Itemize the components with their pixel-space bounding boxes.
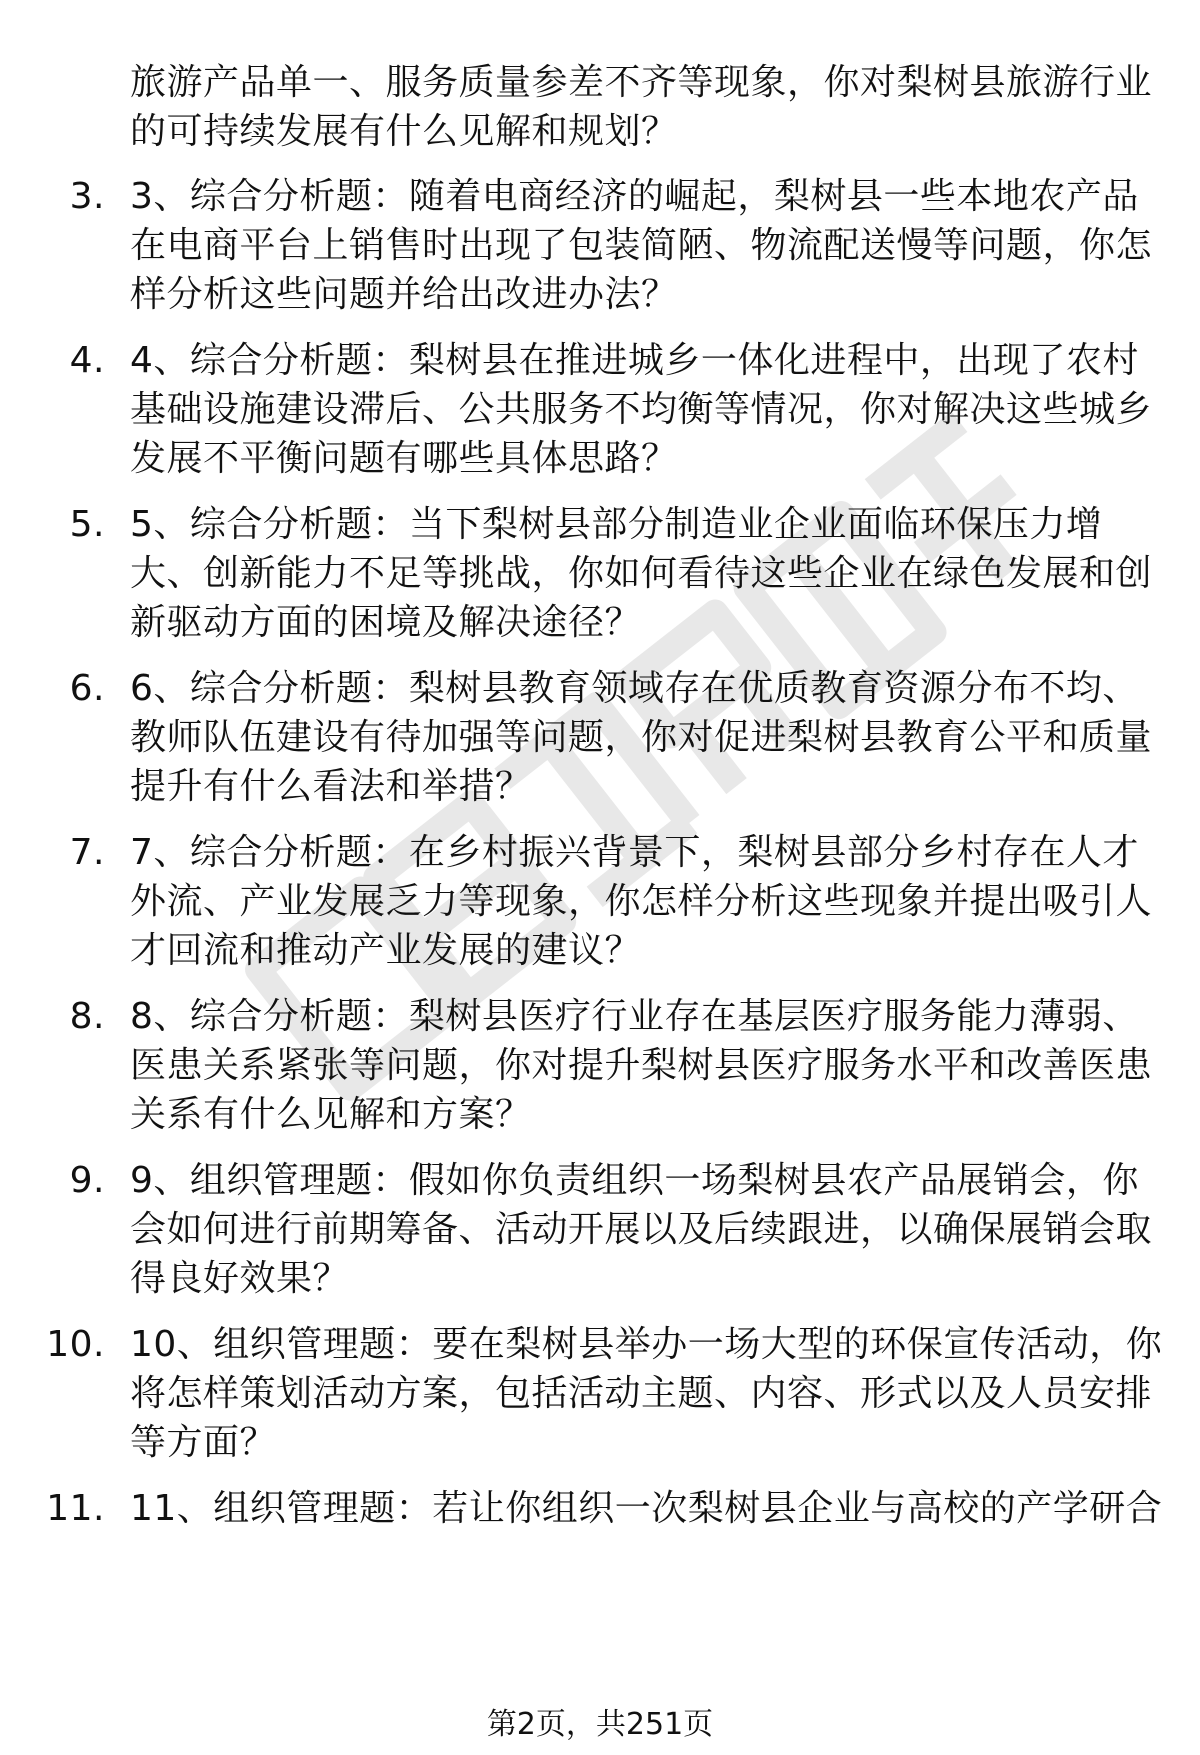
list-item-text: 9、组织管理题：假如你负责组织一场梨树县农产品展销会，你会如何进行前期筹备、活动开展以及后续跟进，以确保展销会取得良好效果？: [130, 1160, 1153, 1299]
list-item-text: 11、组织管理题：若让你组织一次梨树县企业与高校的产学研合: [130, 1488, 1163, 1529]
list-item-number: 3.: [69, 176, 105, 217]
continuation-paragraph: 旅游产品单一、服务质量参差不齐等现象，你对梨树县旅游行业的可持续发展有什么见解和规划？: [130, 62, 1153, 152]
list-item-number: 5.: [69, 504, 105, 545]
list-item-text: 7、综合分析题：在乡村振兴背景下，梨树县部分乡村存在人才外流、产业发展乏力等现象，你怎样分析这些现象并提出吸引人才回流和推动产业发展的建议？: [130, 832, 1153, 971]
list-item-text: 6、综合分析题：梨树县教育领域存在优质教育资源分布不均、教师队伍建设有待加强等问题，你对促进梨树县教育公平和质量提升有什么看法和举措？: [130, 668, 1153, 807]
list-item-number: 6.: [69, 668, 105, 709]
list-item-text: 3、综合分析题：随着电商经济的崛起，梨树县一些本地农产品在电商平台上销售时出现了包装简陋、物流配送慢等问题，你怎样分析这些问题并给出改进办法？: [130, 176, 1153, 315]
list-item-text: 8、综合分析题：梨树县医疗行业存在基层医疗服务能力薄弱、医患关系紧张等问题，你对提升梨树县医疗服务水平和改善医患关系有什么见解和方案？: [130, 996, 1153, 1135]
list-item-number: 10.: [46, 1324, 105, 1365]
list-item-number: 11.: [46, 1488, 105, 1529]
list-item-text: 4、综合分析题：梨树县在推进城乡一体化进程中，出现了农村基础设施建设滞后、公共服务不均衡等情况，你对解决这些城乡发展不平衡问题有哪些具体思路？: [130, 340, 1153, 479]
list-item-number: 9.: [69, 1160, 105, 1201]
list-item-number: 7.: [69, 832, 105, 873]
list-item-number: 8.: [69, 996, 105, 1037]
list-item-text: 10、组织管理题：要在梨树县举办一场大型的环保宣传活动，你将怎样策划活动方案，包括活动主题、内容、形式以及人员安排等方面？: [130, 1324, 1163, 1463]
page-number-footer: 第2页，共251页: [486, 1707, 714, 1742]
list-item-text: 5、综合分析题：当下梨树县部分制造业企业面临环保压力增大、创新能力不足等挑战，你如何看待这些企业在绿色发展和创新驱动方面的困境及解决途径？: [130, 504, 1153, 643]
list-item-number: 4.: [69, 340, 105, 381]
